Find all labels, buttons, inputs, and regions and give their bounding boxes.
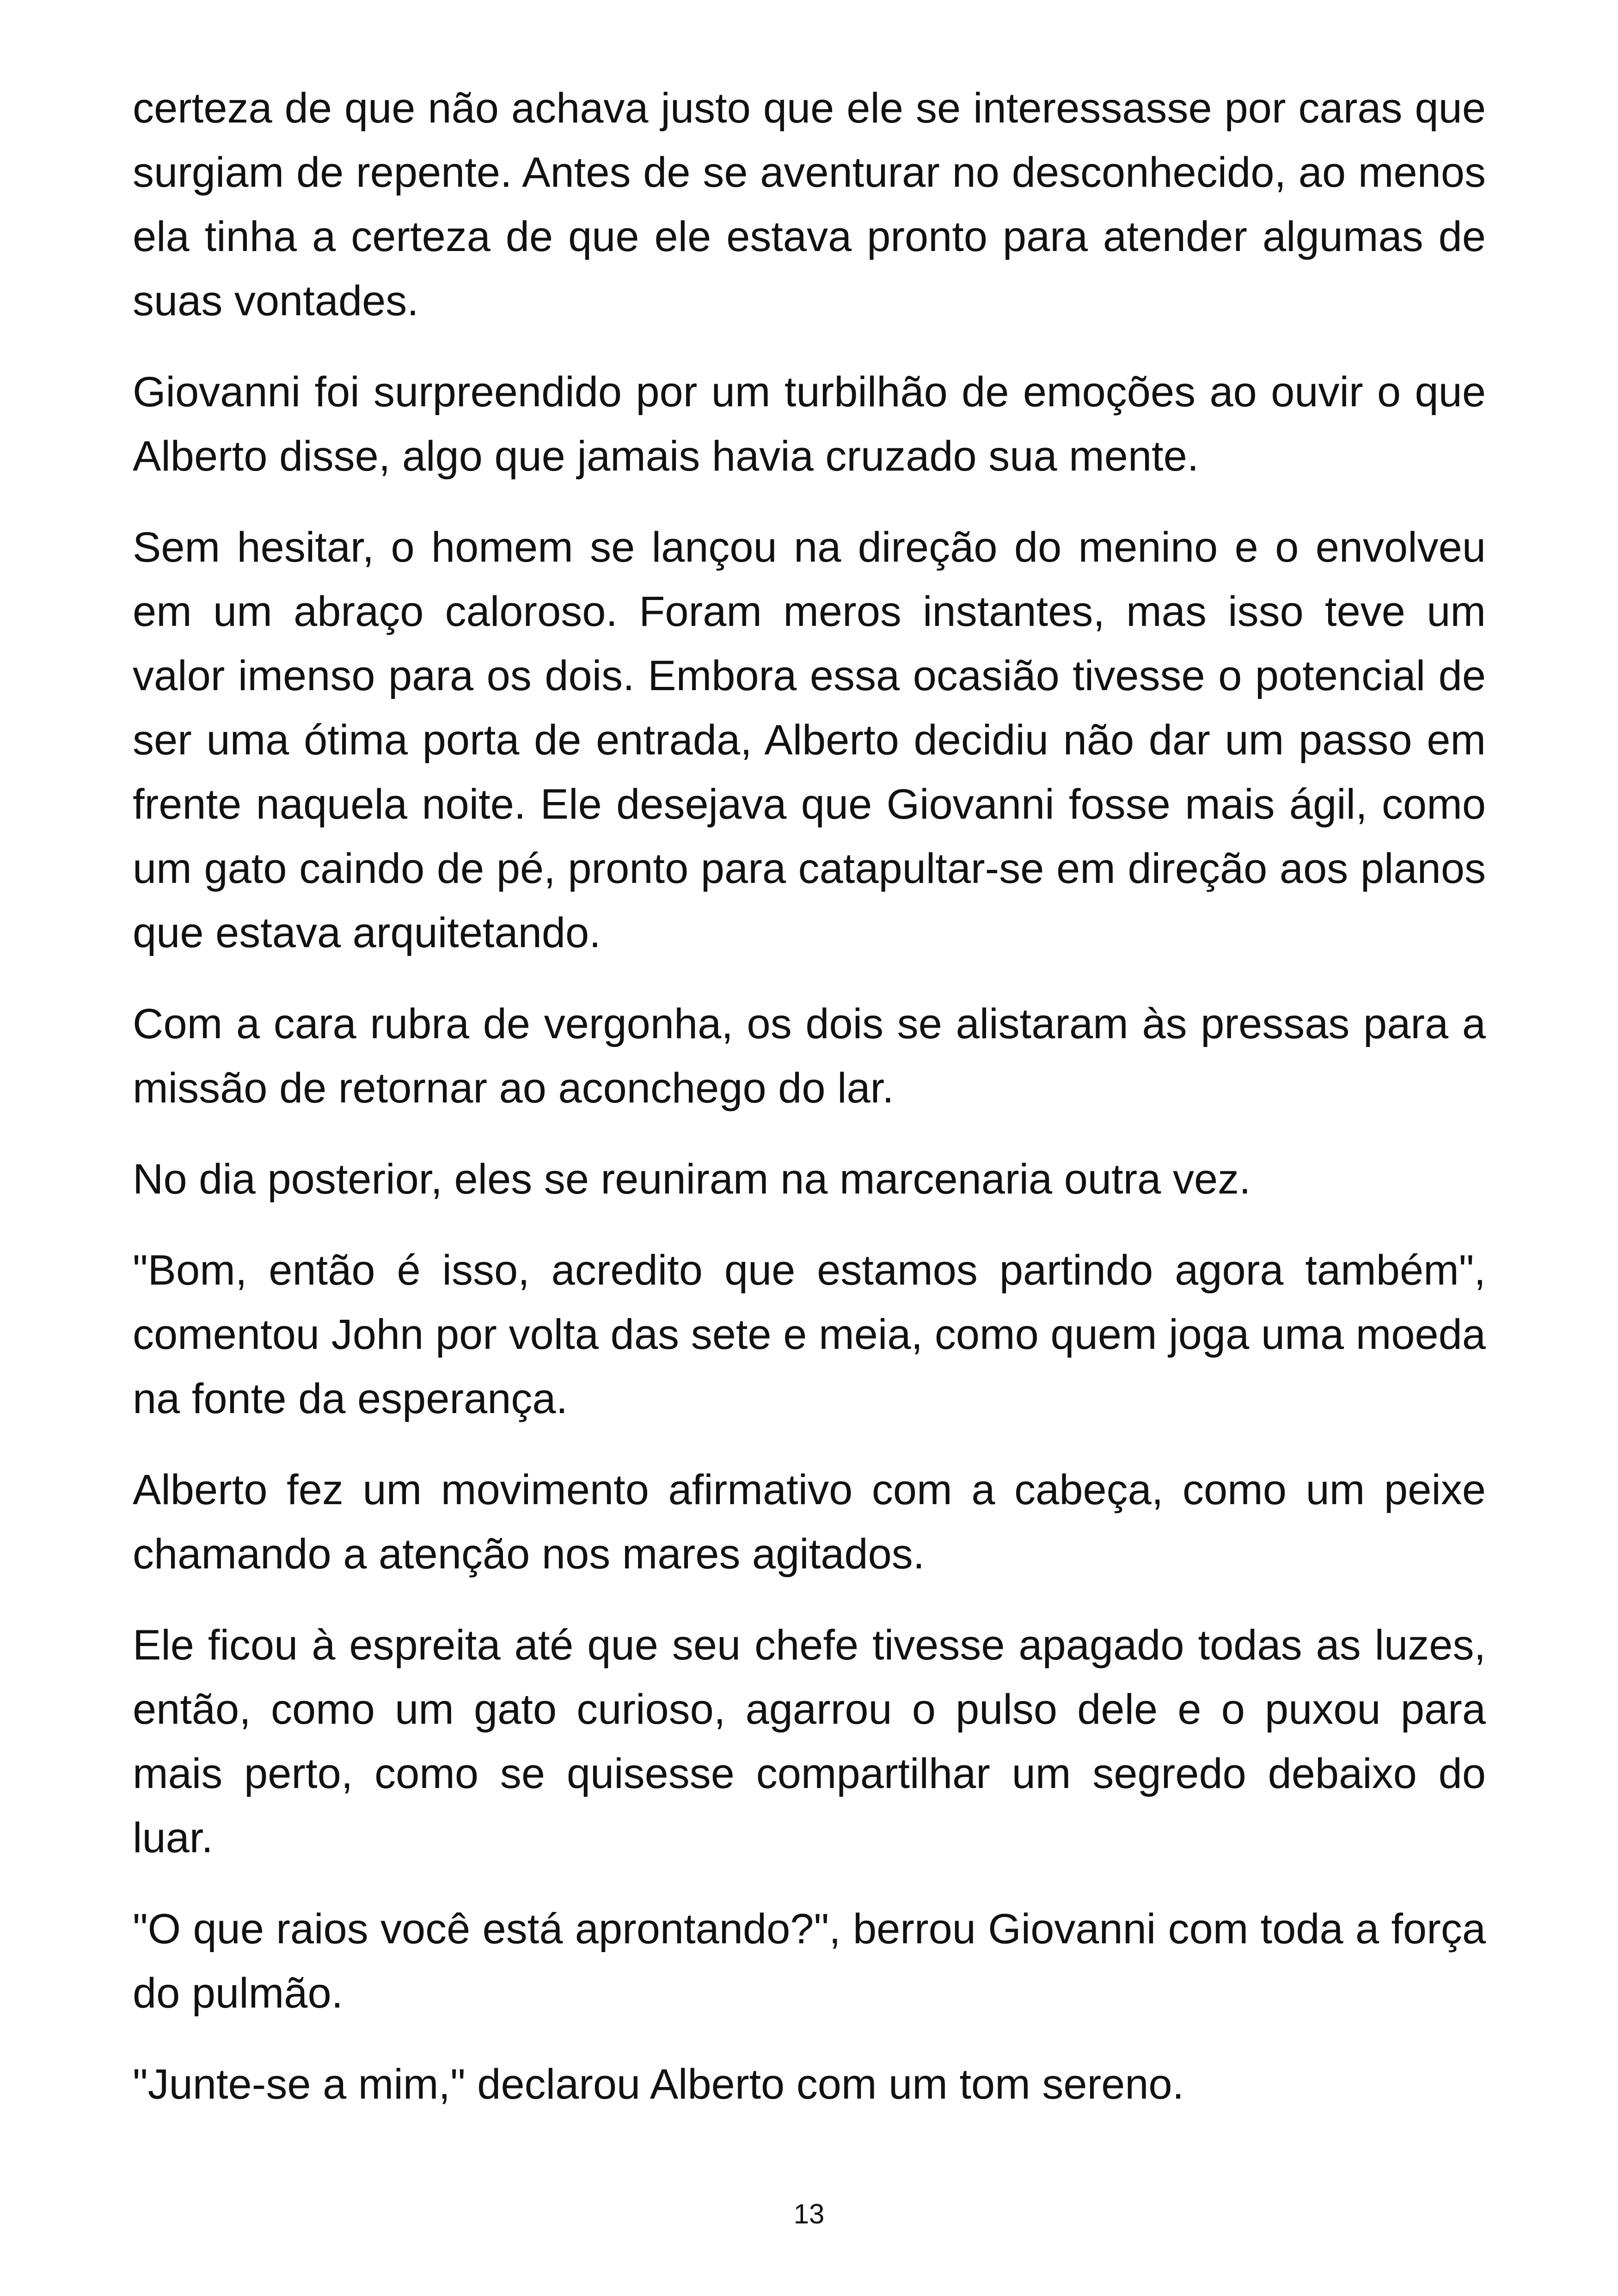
paragraph-5: No dia posterior, eles se reuniram na marcenaria outra vez.	[133, 1156, 1251, 1203]
body-text	[133, 76, 1486, 2143]
paragraph-4: Com a cara rubra de vergonha, os dois se alistaram às pressas para a missão de retornar ao aconchego do lar.	[133, 1000, 1486, 1112]
paragraph-6: "Bom, então é isso, acredito que estamos partindo agora também", comentou John por volta das sete e meia, como quem joga uma moeda na fonte da esperança.	[133, 1247, 1486, 1422]
paragraph-2: Giovanni foi surpreendido por um turbilhão de emoções ao ouvir o que Alberto disse, algo que jamais havia cruzado sua mente.	[133, 368, 1486, 480]
page-number: 13	[793, 2198, 825, 2229]
paragraph-8: Ele ficou à espreita até que seu chefe tivesse apagado todas as luzes, então, como um gato curioso, agarrou o pulso dele e o puxou para mais perto, como se quisesse compartilhar um segredo debaixo do luar.	[133, 1622, 1486, 1861]
paragraph-10: "Junte-se a mim," declarou Alberto com um tom sereno.	[133, 2061, 1184, 2108]
paragraph-3: Sem hesitar, o homem se lançou na direção do menino e o envolveu em um abraço caloroso. Foram meros instantes, mas isso teve um valor imenso para os dois. Embora essa ocasião tivesse o potencial de ser uma ótima porta de entrada, Alberto decidiu não dar um passo em frente naquela noite. Ele desejava que Giovanni fosse mais ágil, como um gato caindo de pé, pronto para catapultar-se em direção aos planos que estava arquitetando.	[133, 524, 1486, 956]
paragraph-9: "O que raios você está aprontando?", berrou Giovanni com toda a força do pulmão.	[133, 1905, 1486, 2017]
paragraph-1: certeza de que não achava justo que ele se interessasse por caras que surgiam de repente. Antes de se aventurar no desconhecido, ao menos ela tinha a certeza de que ele estava pronto para atender algumas de suas vontades.	[133, 85, 1486, 325]
paragraph-7: Alberto fez um movimento afirmativo com a cabeça, como um peixe chamando a atenção nos mares agitados.	[133, 1466, 1486, 1578]
